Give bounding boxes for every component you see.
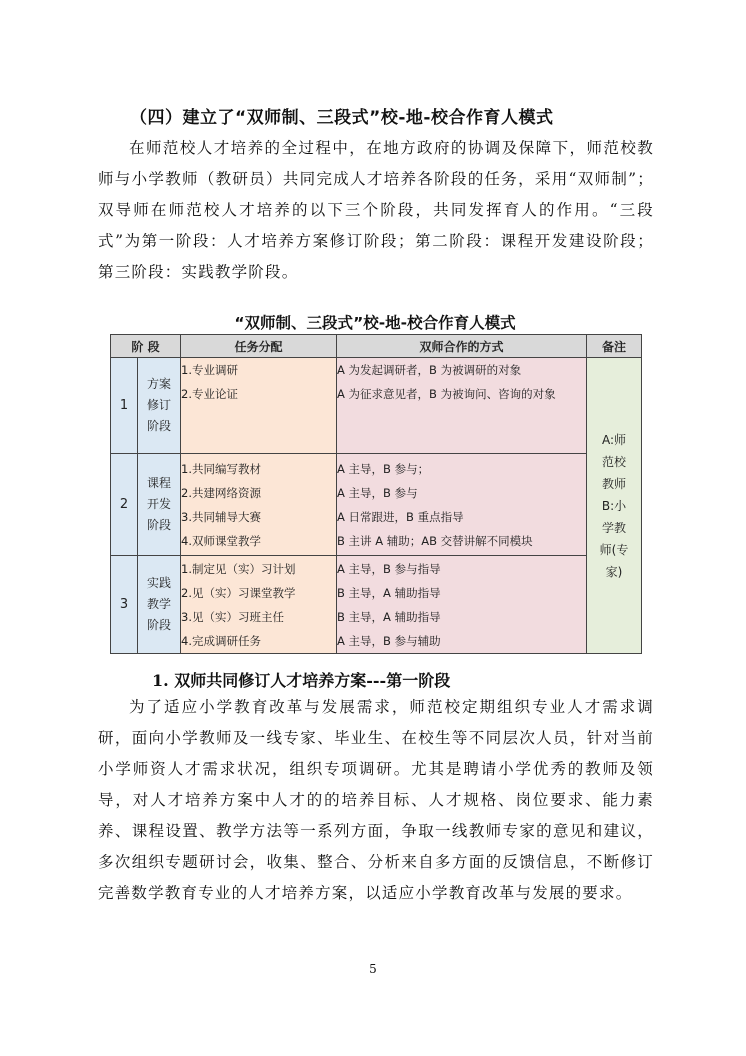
page-number: 5 bbox=[369, 962, 377, 976]
way-item: A 主导，B 参与 bbox=[337, 485, 418, 500]
way-item: B 主讲 A 辅助；AB 交替讲解不同模块 bbox=[337, 533, 533, 548]
way-cell bbox=[337, 454, 587, 556]
stage-name: 方案 修订 阶段 bbox=[138, 358, 181, 454]
header-note: 备注 bbox=[587, 335, 642, 358]
note-cell: A:师 范校 教师 B:小 学教 师(专 家) bbox=[587, 358, 642, 654]
task-item: 1.制定见（实）习计划 bbox=[181, 561, 296, 576]
way-item: A 为征求意见者，B 为被询问、咨询的对象 bbox=[337, 387, 556, 401]
task-item: 4.双师课堂教学 bbox=[181, 533, 261, 548]
table-row bbox=[111, 358, 642, 454]
task-cell bbox=[181, 454, 337, 556]
stage-number: 1 bbox=[111, 358, 138, 454]
task-cell bbox=[181, 358, 337, 454]
task-item: 4.完成调研任务 bbox=[181, 633, 261, 648]
stage-name: 实践 教学 阶段 bbox=[138, 556, 181, 654]
subsection-heading: 1. 双师共同修订人才培养方案---第一阶段 bbox=[152, 671, 451, 690]
way-item: A 日常跟进，B 重点指导 bbox=[337, 509, 464, 524]
way-item: A 主导，B 参与； bbox=[337, 461, 430, 476]
table-header-row bbox=[111, 335, 642, 358]
way-cell bbox=[337, 556, 587, 654]
way-item: B 主导，A 辅助指导 bbox=[337, 609, 441, 624]
way-item: A 为发起调研者，B 为被调研的对象 bbox=[337, 363, 522, 377]
stage-name: 课程 开发 阶段 bbox=[138, 454, 181, 556]
table-row bbox=[111, 556, 642, 654]
body-paragraph: 为了适应小学教育改革与发展需求，师范校定期组织专业人才需求调研，面向小学教师及一线专家、毕业生、在校生等不同层次人员，针对当前小学师资人才需求状况，组织专项调研。尤其是聘请小学优秀的教师及领导，对人才培养方案中人才的的培养目标、人才规格、岗位要求、能力素养、课程设置、教学方法等一系列方面，争取一线教师专家的意见和建议，多次组织专题研讨会，收集、整合、分析来自多方面的反馈信息，不断修订完善数学教育专业的人才培养方案，以适应小学教育改革与发展的要求。 bbox=[98, 698, 654, 902]
task-cell bbox=[181, 556, 337, 654]
header-task: 任务分配 bbox=[181, 335, 337, 358]
way-cell bbox=[337, 358, 587, 454]
task-item: 3.共同辅导大赛 bbox=[181, 509, 261, 524]
table-row bbox=[111, 454, 642, 556]
intro-paragraph: 在师范校人才培养的全过程中，在地方政府的协调及保障下，师范校教师与小学教师（教研员）共同完成人才培养各阶段的任务，采用“双师制”；双导师在师范校人才培养的以下三个阶段，共同发挥育人的作用。“三段式”为第一阶段：人才培养方案修订阶段；第二阶段：课程开发建设阶段；第三阶段：实践教学阶段。 bbox=[98, 139, 654, 281]
task-item: 2.见（实）习课堂教学 bbox=[181, 585, 296, 600]
header-way: 双师合作的方式 bbox=[337, 335, 587, 358]
task-item: 1.共同编写教材 bbox=[181, 461, 261, 476]
task-item: 1.专业调研 bbox=[181, 363, 238, 377]
way-item: A 主导，B 参与辅助 bbox=[337, 633, 441, 648]
way-item: A 主导，B 参与指导 bbox=[337, 561, 441, 576]
table-title: “双师制、三段式”校-地-校合作育人模式 bbox=[234, 314, 516, 332]
stage-number: 2 bbox=[111, 454, 138, 556]
task-item: 3.见（实）习班主任 bbox=[181, 609, 284, 624]
way-item: B 主导，A 辅助指导 bbox=[337, 585, 441, 600]
header-stage: 阶 段 bbox=[111, 335, 181, 358]
task-item: 2.专业论证 bbox=[181, 387, 238, 401]
task-item: 2.共建网络资源 bbox=[181, 485, 261, 500]
cooperation-mode-table bbox=[110, 334, 642, 654]
section-heading: （四）建立了“双师制、三段式”校-地-校合作育人模式 bbox=[130, 108, 554, 128]
stage-number: 3 bbox=[111, 556, 138, 654]
